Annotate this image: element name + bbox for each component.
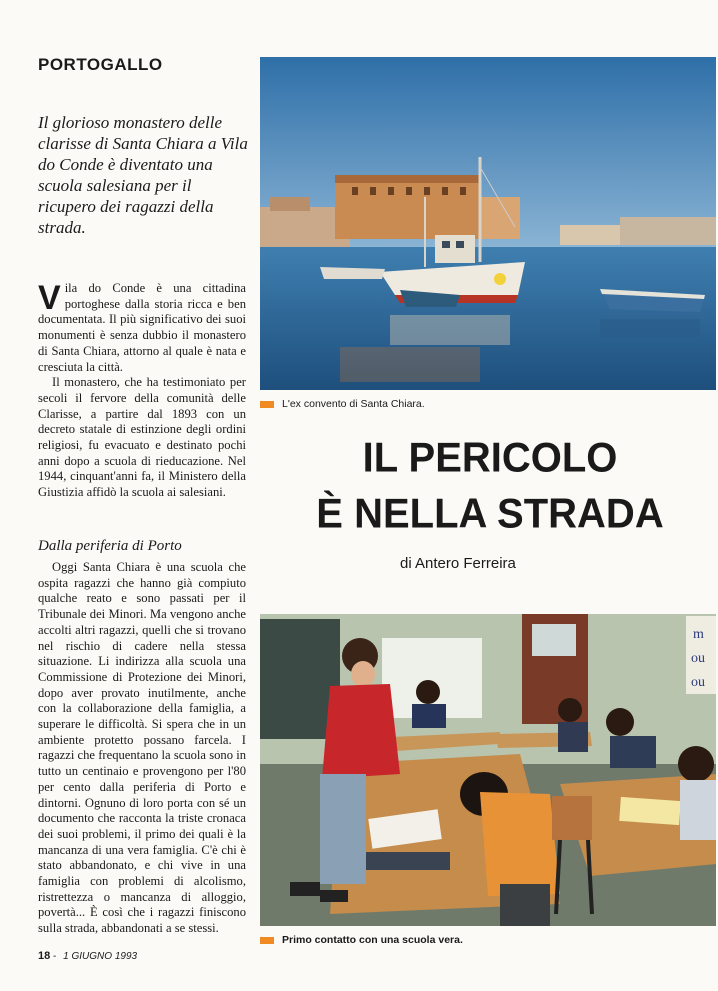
article-body-bottom — [38, 560, 246, 937]
paragraph-2: Il monastero, che ha testimoniato per secoli il fervore della comunità delle Clarisse, a partire dal 1893 con un decreto statale di estinzione degli ordini religiosi, fu evacuato e destinato pochi anni dopo a scuola di rieducazione. Nel 1944, cinquant'anni fa, il Ministero della Giustizia affidò la scuola ai salesiani. — [38, 375, 246, 500]
folio-separator: - — [53, 951, 60, 962]
drop-cap: V — [38, 279, 61, 317]
byline: di Antero Ferreira — [400, 555, 516, 572]
caption-marker — [260, 401, 274, 408]
page-number: 18 — [38, 950, 51, 962]
paragraph-3: Oggi Santa Chiara è una scuola che ospita ragazzi che hanno già compiuto qualche reato e sono passati per il Tribunale dei Minori. Ma vengono anche accolti altri ragazzi, quelli che si trovano nel rischio di cadere nella stessa situazione. Li indirizza alla scuola una Commissione di Protezione dei Minori, dopo aver provato inutilmente, anche con la collaborazione della famiglia, a superare le difficoltà. Si spera che in un ambiente protetto possano farcela. I ragazzi che frequentano la scuola sono in tutto un centinaio e provengono per l'80 per cento dalla periferia di Porto e dintorni. Ognuno di loro porta con sé un documento che racconta la triste cronaca dei suoi problemi, il primo dei quali è la mancanza di una vera famiglia. C'è chi è stato abbandonato, e chi vive in una famiglia con problemi di alcolismo, ristrettezza o mancanza di alloggio, povertà... È così che i ragazzi finiscono sulla strada, abbandonati a se stessi. — [38, 560, 246, 936]
caption-2-text: Primo contatto con una scuola vera. — [282, 934, 463, 946]
photo-caption-1 — [260, 398, 425, 410]
issue-date: 1 GIUGNO 1993 — [63, 951, 138, 962]
subheading: Dalla periferia di Porto — [38, 538, 182, 554]
board-letter-2: ou — [691, 651, 705, 666]
article-body-top — [38, 281, 246, 501]
section-label: PORTOGALLO — [38, 55, 163, 74]
classroom-photo — [260, 614, 716, 926]
page-folio — [38, 950, 137, 962]
paragraph-1: ila do Conde è una cittadina portoghese dalla storia ricca e ben documentata. Il più significativo dei suoi monumenti è senza dubbio il monastero di Santa Chiara, attorno al quale è nata e cresciuta la città. — [38, 281, 246, 374]
caption-marker — [260, 937, 274, 944]
photo-caption-2 — [260, 934, 463, 946]
headline-line-2: È NELLA STRADA — [316, 490, 664, 538]
caption-1-text: L'ex convento di Santa Chiara. — [282, 398, 425, 410]
headline-line-1: IL PERICOLO — [362, 434, 618, 482]
harbour-photo — [260, 57, 716, 390]
board-letter-1: m — [693, 627, 704, 642]
lead-paragraph: Il glorioso monastero delle clarisse di Santa Chiara a Vila do Conde è diventato una scuola salesiana per il ricupero dei ragazzi della strada. — [38, 113, 248, 237]
board-letter-3: ou — [691, 675, 705, 690]
